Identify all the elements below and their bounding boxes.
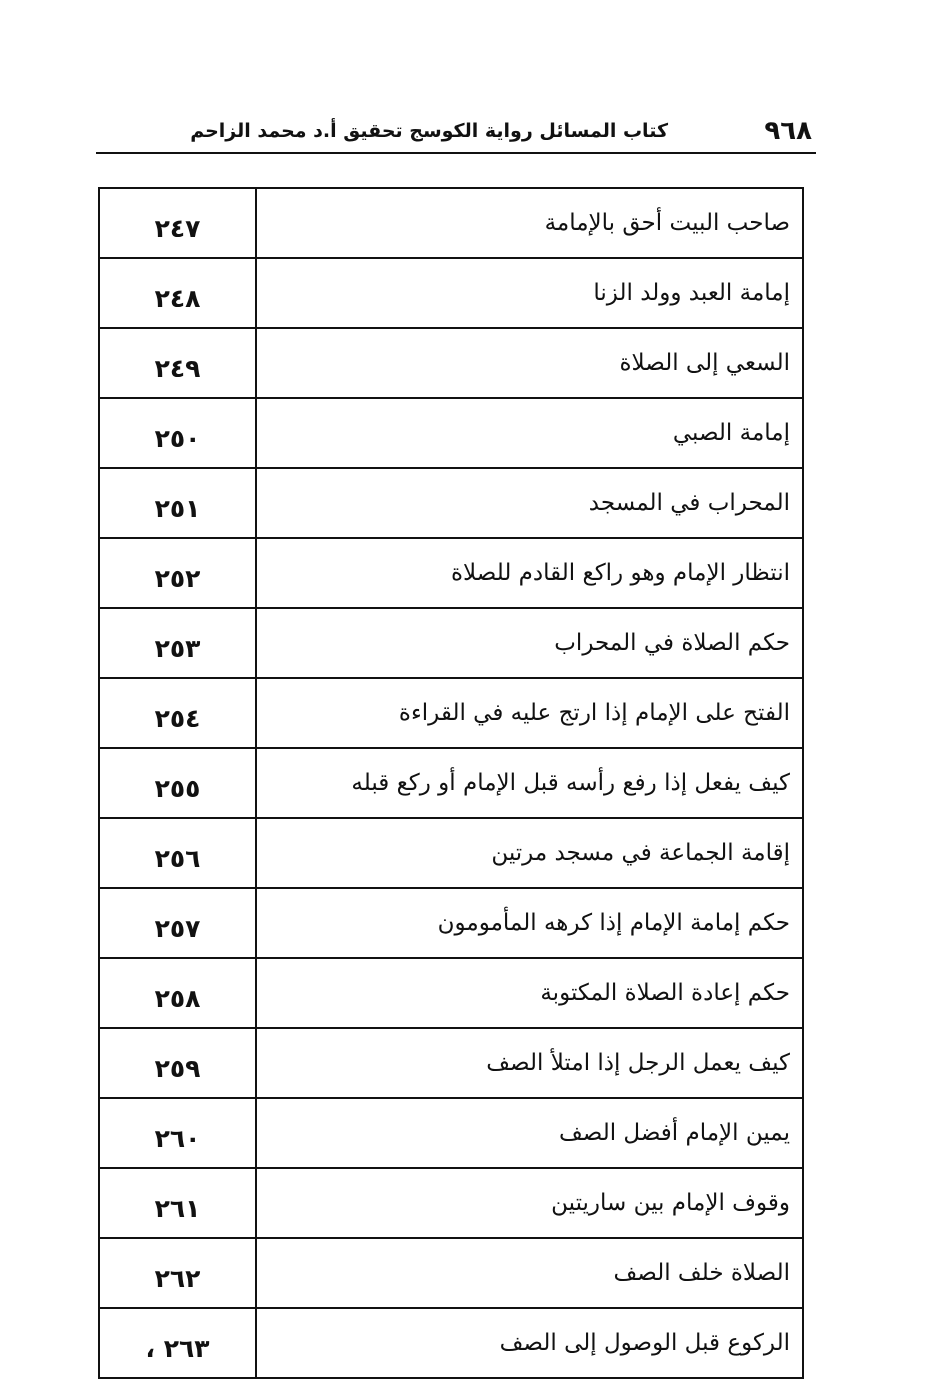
page-number-cell: ٢٤٧ — [99, 188, 256, 258]
table-row — [99, 888, 803, 958]
header-rule — [96, 152, 816, 154]
page-number-cell: ٢٤٨ — [99, 258, 256, 328]
page-number-cell: ٢٥١ — [99, 468, 256, 538]
topic-cell: الفتح على الإمام إذا ارتج عليه في القراءة — [256, 678, 803, 748]
page-number: ٩٦٨ — [764, 116, 812, 146]
topic-cell: كيف يعمل الرجل إذا امتلأ الصف — [256, 1028, 803, 1098]
table-row — [99, 818, 803, 888]
running-title: كتاب المسائل رواية الكوسج تحقيق أ.د محمد الزاحم — [190, 120, 668, 142]
topic-cell: حكم الصلاة في المحراب — [256, 608, 803, 678]
topic-cell: إقامة الجماعة في مسجد مرتين — [256, 818, 803, 888]
table-row — [99, 1098, 803, 1168]
page-number-cell: ٢٥٥ — [99, 748, 256, 818]
table-row — [99, 1168, 803, 1238]
page-number-cell: ٢٦٠ — [99, 1098, 256, 1168]
table-row — [99, 398, 803, 468]
table-row — [99, 328, 803, 398]
topic-cell: حكم إمامة الإمام إذا كرهه المأمومون — [256, 888, 803, 958]
page-number-cell: ٢٦٣ ، — [99, 1308, 256, 1378]
topic-cell: الركوع قبل الوصول إلى الصف — [256, 1308, 803, 1378]
topic-cell: يمين الإمام أفضل الصف — [256, 1098, 803, 1168]
topic-cell: الصلاة خلف الصف — [256, 1238, 803, 1308]
page-number-cell: ٢٥٠ — [99, 398, 256, 468]
page-number-cell: ٢٥٩ — [99, 1028, 256, 1098]
page-number-cell: ٢٤٩ — [99, 328, 256, 398]
table-row — [99, 678, 803, 748]
page-number-cell: ٢٥٧ — [99, 888, 256, 958]
table-row — [99, 958, 803, 1028]
table-row — [99, 468, 803, 538]
topic-cell: كيف يفعل إذا رفع رأسه قبل الإمام أو ركع قبله — [256, 748, 803, 818]
table-row — [99, 188, 803, 258]
page-number-cell: ٢٥٤ — [99, 678, 256, 748]
topic-cell: المحراب في المسجد — [256, 468, 803, 538]
page-number-cell: ٢٥٢ — [99, 538, 256, 608]
topic-cell: إمامة الصبي — [256, 398, 803, 468]
topic-cell: صاحب البيت أحق بالإمامة — [256, 188, 803, 258]
table-row — [99, 1028, 803, 1098]
topic-cell: السعي إلى الصلاة — [256, 328, 803, 398]
topic-index-table — [98, 187, 804, 1379]
page-number-cell: ٢٦٢ — [99, 1238, 256, 1308]
table-row — [99, 1308, 803, 1378]
topic-cell: انتظار الإمام وهو راكع القادم للصلاة — [256, 538, 803, 608]
table-row — [99, 748, 803, 818]
page-header — [96, 108, 816, 154]
page-number-cell: ٢٥٣ — [99, 608, 256, 678]
topic-cell: وقوف الإمام بين ساريتين — [256, 1168, 803, 1238]
table-row — [99, 538, 803, 608]
topic-cell: حكم إعادة الصلاة المكتوبة — [256, 958, 803, 1028]
topic-cell: إمامة العبد وولد الزنا — [256, 258, 803, 328]
table-row — [99, 1238, 803, 1308]
page-number-cell: ٢٥٦ — [99, 818, 256, 888]
table-row — [99, 258, 803, 328]
page-number-cell: ٢٦١ — [99, 1168, 256, 1238]
page-number-cell: ٢٥٨ — [99, 958, 256, 1028]
table-row — [99, 608, 803, 678]
